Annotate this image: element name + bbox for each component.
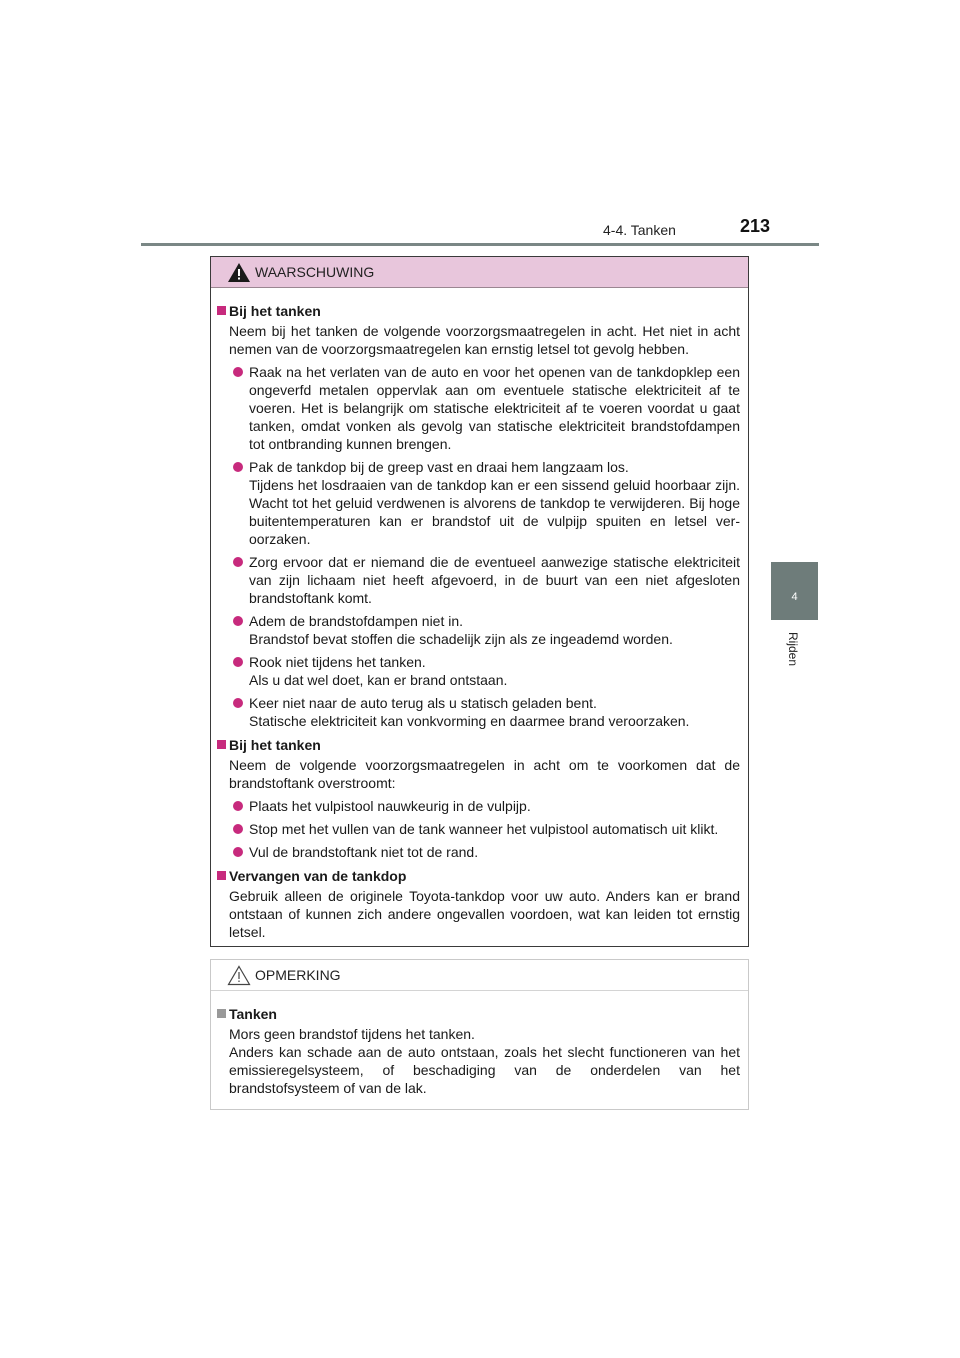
chapter-tab: 4 bbox=[771, 562, 818, 620]
warning-heading: Vervangen van de tankdop bbox=[217, 867, 740, 885]
round-bullet-icon bbox=[233, 847, 243, 857]
chapter-label: Rijden bbox=[786, 632, 800, 667]
notice-header bbox=[211, 960, 748, 991]
warning-heading: Bij het tanken bbox=[217, 302, 740, 320]
square-bullet-icon bbox=[217, 740, 226, 749]
section-label: 4-4. Tanken bbox=[603, 222, 676, 238]
warning-intro: Gebruik alleen de originele Toyota-tankdop voor uw auto. Anders kan er brand ontstaan of kunnen zich andere ongevallen voordoen, wat kan leiden tot ernstig letsel. bbox=[229, 888, 740, 940]
header-rule bbox=[141, 243, 819, 246]
warning-content bbox=[211, 288, 748, 941]
list-item: Zorg ervoor dat er niemand die de eventueel aanwezige statische elektriciteit van zijn lichaam niet heeft afgevoerd, in de buurt van een niet afgesloten brandstoftank komt. bbox=[217, 553, 740, 607]
square-bullet-icon bbox=[217, 306, 226, 315]
list-item: Stop met het vullen van de tank wanneer het vulpistool automatisch uit klikt. bbox=[217, 820, 740, 838]
list-item: Raak na het verlaten van de auto en voor het openen van de tankdopklep een ongeverfd metalen oppervlak aan om eventuele statische elektriciteit af te voeren. Het is belangrijk om statische elektriciteit af te voeren voordat u gaat tanken, omdat vonken als gevolg van statische elektriciteit brandstofdampen tot ontbranding kunnen brengen. bbox=[217, 363, 740, 453]
warning-triangle-icon bbox=[227, 262, 251, 283]
warning-heading: Bij het tanken bbox=[217, 736, 740, 754]
round-bullet-icon bbox=[233, 616, 243, 626]
square-bullet-icon bbox=[217, 1009, 226, 1018]
round-bullet-icon bbox=[233, 824, 243, 834]
warning-box bbox=[210, 256, 749, 947]
round-bullet-icon bbox=[233, 698, 243, 708]
notice-box bbox=[210, 959, 749, 1110]
notice-heading: Tanken bbox=[217, 1005, 740, 1023]
list-item: Pak de tankdop bij de greep vast en draai hem langzaam los. Tijdens het losdraaien van de tankdop kan er een sissend geluid hoorbaar zijn. Wacht tot het geluid verdwenen is alvorens de tankdop te verwijderen. Bij hoge buitentemperaturen kan er brandstof uit de vulpijp spuiten en letsel ver-oorzaken. bbox=[217, 458, 740, 548]
warning-header bbox=[211, 257, 748, 288]
warning-title: WAARSCHUWING bbox=[255, 264, 375, 280]
list-item: Keer niet naar de auto terug als u statisch geladen bent. Statische elektriciteit kan vonkvorming en daarmee brand veroorzaken. bbox=[217, 694, 740, 730]
round-bullet-icon bbox=[233, 801, 243, 811]
notice-content bbox=[211, 991, 748, 1097]
list-item: Plaats het vulpistool nauwkeurig in de vulpijp. bbox=[217, 797, 740, 815]
round-bullet-icon bbox=[233, 657, 243, 667]
round-bullet-icon bbox=[233, 462, 243, 472]
round-bullet-icon bbox=[233, 367, 243, 377]
list-item: Adem de brandstofdampen niet in. Brandstof bevat stoffen die schadelijk zijn als ze ingeademd worden. bbox=[217, 612, 740, 648]
list-item: Rook niet tijdens het tanken. Als u dat wel doet, kan er brand ontstaan. bbox=[217, 653, 740, 689]
square-bullet-icon bbox=[217, 871, 226, 880]
page-number: 213 bbox=[740, 216, 771, 236]
round-bullet-icon bbox=[233, 557, 243, 567]
warning-intro: Neem bij het tanken de volgende voorzorgsmaatregelen in acht. Het niet in acht nemen van de voorzorgsmaatregelen kan ernstig letsel tot gevolg hebben. bbox=[229, 323, 740, 357]
warning-intro: Neem de volgende voorzorgsmaatregelen in acht om te voorkomen dat de brandstoftank overstroomt: bbox=[229, 757, 740, 791]
notice-text: Mors geen brandstof tijdens het tanken. Anders kan schade aan de auto ontstaan, zoals het slecht functioneren van het emissieregelsysteem, of beschadiging van de onderdelen van het brandstofsysteem of van de lak. bbox=[229, 1026, 740, 1096]
list-item: Vul de brandstoftank niet tot de rand. bbox=[217, 843, 740, 861]
notice-title: OPMERKING bbox=[255, 967, 341, 983]
caution-triangle-icon bbox=[227, 965, 251, 986]
